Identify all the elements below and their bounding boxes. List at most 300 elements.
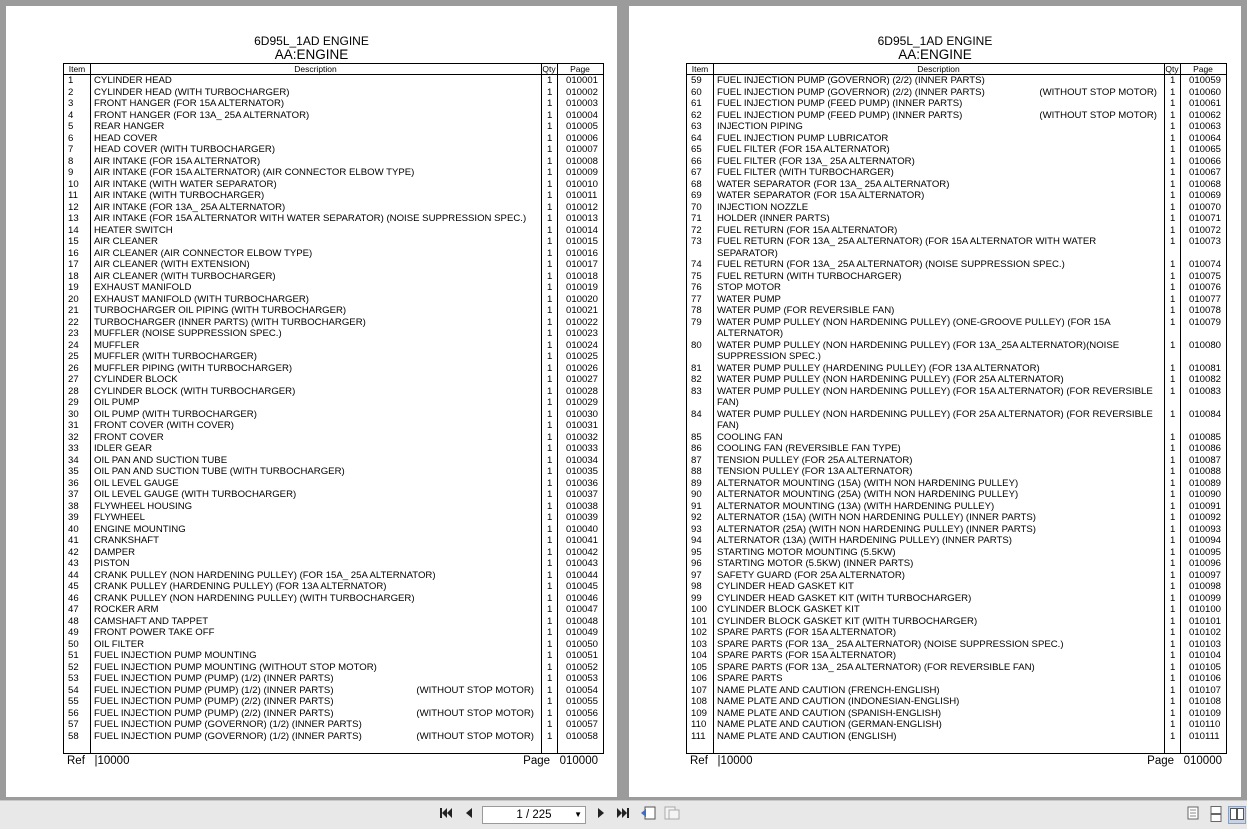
- cell-page[interactable]: 010021: [566, 305, 599, 316]
- table-row: [687, 167, 1226, 179]
- cell-qty: 1: [1170, 224, 1176, 236]
- cell-description-text: ALTERNATOR (25A) (WITH NON HARDENING PULLEY) (INNER PARTS): [717, 523, 1036, 535]
- cell-qty: 1: [547, 431, 553, 443]
- cell-item: 85: [691, 431, 702, 443]
- cell-page[interactable]: 010047: [566, 604, 599, 615]
- cell-page[interactable]: 010079: [1189, 316, 1222, 328]
- cell-item: 32: [68, 431, 79, 443]
- cell-page[interactable]: 010063: [1189, 121, 1222, 132]
- cell-page[interactable]: 010037: [566, 489, 599, 500]
- cell-page[interactable]: 010092: [1189, 512, 1222, 523]
- footer-page-label: Page: [1147, 755, 1175, 767]
- cell-item: 71: [691, 213, 702, 224]
- cell-description: [94, 179, 534, 191]
- cell-description-text: FUEL RETURN (WITH TURBOCHARGER): [717, 270, 902, 282]
- cell-item: 109: [691, 707, 708, 719]
- history-back-icon[interactable]: [639, 806, 657, 824]
- column-header-item: Item: [691, 64, 709, 74]
- cell-item: 44: [68, 569, 79, 581]
- cell-item: 92: [691, 512, 702, 523]
- cell-page[interactable]: 010053: [566, 673, 599, 684]
- cell-page[interactable]: 010010: [566, 178, 599, 190]
- cell-item: 58: [68, 730, 79, 742]
- cell-description-text: OIL PAN AND SUCTION TUBE: [94, 454, 228, 466]
- table-row: [687, 87, 1226, 99]
- cell-qty: 1: [1170, 454, 1176, 466]
- cell-page[interactable]: 010078: [1189, 305, 1222, 316]
- cell-description-text: WATER PUMP PULLEY (NON HARDENING PULLEY) (FOR 25A ALTERNATOR) (FOR REVERSIBLE FAN): [717, 408, 1153, 431]
- table-row: [687, 236, 1226, 259]
- cell-item: 22: [68, 316, 79, 328]
- table-row: [64, 190, 603, 202]
- cell-item: 1: [68, 75, 74, 86]
- table-row: [687, 294, 1226, 306]
- continuous-view-icon[interactable]: [1207, 806, 1225, 824]
- cell-item: 89: [691, 477, 702, 489]
- table-row: [687, 535, 1226, 547]
- cell-qty: 1: [547, 316, 553, 328]
- cell-page[interactable]: 010111: [1189, 730, 1220, 742]
- cell-qty: 1: [547, 684, 553, 696]
- last-page-icon[interactable]: [614, 806, 632, 824]
- cell-description: [94, 351, 534, 363]
- cell-qty: 1: [1170, 259, 1176, 270]
- cell-page[interactable]: 010007: [566, 144, 599, 155]
- cell-description-text: EXHAUST MANIFOLD: [94, 282, 192, 293]
- parts-table: [63, 63, 604, 754]
- cell-qty: 1: [547, 270, 553, 282]
- cell-description-text: NAME PLATE AND CAUTION (SPANISH-ENGLISH): [717, 707, 942, 719]
- cell-description: [94, 478, 534, 490]
- cell-page[interactable]: 010088: [1189, 466, 1222, 477]
- cell-page[interactable]: 010042: [566, 546, 599, 558]
- cell-description-text: MUFFLER (NOISE SUPPRESSION SPEC.): [94, 328, 282, 339]
- table-row: [687, 455, 1226, 467]
- cell-qty: 1: [1170, 443, 1176, 454]
- cell-description-text: FRONT HANGER (FOR 15A ALTERNATOR): [94, 98, 285, 109]
- cell-qty: 1: [547, 408, 553, 420]
- cell-page[interactable]: 010101: [1189, 615, 1222, 627]
- cell-page[interactable]: 010099: [1189, 592, 1222, 604]
- table-row: [64, 650, 603, 662]
- cell-item: 40: [68, 523, 79, 535]
- cell-page[interactable]: 010068: [1189, 178, 1222, 190]
- cell-description: [94, 673, 534, 685]
- cell-item: 91: [691, 500, 702, 512]
- cell-qty: 1: [547, 109, 553, 121]
- cell-description: [94, 616, 534, 628]
- cell-description-text: CYLINDER HEAD: [94, 75, 172, 86]
- cell-item: 39: [68, 512, 79, 523]
- cell-page[interactable]: 010060: [1189, 86, 1222, 98]
- cell-page[interactable]: 010059: [1189, 75, 1222, 86]
- cell-page[interactable]: 010103: [1189, 638, 1222, 650]
- cell-page[interactable]: 010076: [1189, 282, 1222, 293]
- cell-item: 42: [68, 546, 79, 558]
- cell-page[interactable]: 010013: [566, 213, 599, 224]
- table-row: [687, 340, 1226, 363]
- cell-page[interactable]: 010032: [566, 431, 599, 443]
- cell-page[interactable]: 010034: [566, 454, 599, 466]
- table-row: [687, 650, 1226, 662]
- cell-item: 67: [691, 167, 702, 178]
- cell-page[interactable]: 010081: [1189, 362, 1222, 374]
- cell-item: 59: [691, 75, 702, 86]
- cell-description: [717, 512, 1157, 524]
- cell-item: 100: [691, 604, 708, 615]
- table-row: [64, 466, 603, 478]
- cell-description: [717, 604, 1157, 616]
- cell-description: [717, 650, 1157, 662]
- cell-page[interactable]: 010066: [1189, 155, 1222, 167]
- table-row: [687, 144, 1226, 156]
- table-row: [64, 75, 603, 87]
- cell-page[interactable]: 010036: [566, 477, 599, 489]
- cell-qty: 1: [1170, 339, 1176, 351]
- cell-item: 9: [68, 167, 74, 178]
- cell-item: 69: [691, 190, 702, 201]
- cell-page[interactable]: 010002: [566, 86, 599, 98]
- cell-page[interactable]: 010033: [566, 443, 599, 454]
- cell-qty: 1: [1170, 121, 1176, 132]
- cell-page[interactable]: 010062: [1189, 109, 1222, 121]
- cell-page[interactable]: 010049: [566, 627, 599, 638]
- cell-qty: 1: [1170, 719, 1176, 730]
- cell-page[interactable]: 010005: [566, 121, 599, 132]
- cell-qty: 1: [547, 167, 553, 178]
- table-row: [64, 696, 603, 708]
- cell-page[interactable]: 010014: [566, 224, 599, 236]
- cell-page[interactable]: 010003: [566, 98, 599, 109]
- cell-page[interactable]: 010052: [566, 661, 599, 673]
- cell-description-text: EXHAUST MANIFOLD (WITH TURBOCHARGER): [94, 293, 309, 305]
- cell-description: [717, 593, 1157, 605]
- cell-page[interactable]: 010044: [566, 569, 599, 581]
- cell-item: 88: [691, 466, 702, 477]
- cell-description-text: TURBOCHARGER OIL PIPING (WITH TURBOCHARGER): [94, 305, 347, 316]
- cell-page[interactable]: 010074: [1189, 259, 1222, 270]
- footer-ref-label: Ref: [67, 755, 85, 767]
- cell-page[interactable]: 010100: [1189, 604, 1222, 615]
- cell-description: [717, 374, 1157, 386]
- table-row: [64, 317, 603, 329]
- cell-item: 97: [691, 569, 702, 581]
- cell-qty: 1: [1170, 144, 1176, 155]
- cell-description-text: CRANK PULLEY (NON HARDENING PULLEY) (WITH TURBOCHARGER): [94, 592, 415, 604]
- cell-description-text: CYLINDER HEAD (WITH TURBOCHARGER): [94, 86, 290, 98]
- cell-description-text: PISTON: [94, 558, 130, 569]
- cell-page[interactable]: 010045: [566, 581, 599, 592]
- cell-page[interactable]: 010080: [1189, 339, 1222, 351]
- footer-page-value: 010000: [559, 755, 598, 767]
- table-row: [687, 202, 1226, 214]
- cell-page[interactable]: 010016: [566, 247, 599, 259]
- cell-item: 18: [68, 270, 79, 282]
- previous-page-icon[interactable]: [460, 806, 478, 824]
- parts-table-header: [687, 64, 1226, 75]
- cell-page[interactable]: 010093: [1189, 523, 1222, 535]
- cell-description-text: HEAD COVER: [94, 132, 158, 144]
- cell-qty: 1: [1170, 477, 1176, 489]
- cell-qty: 1: [1170, 615, 1176, 627]
- page-number-input[interactable]: [482, 806, 586, 824]
- cell-page[interactable]: 010051: [566, 650, 599, 661]
- cell-description: [717, 558, 1157, 570]
- cell-page[interactable]: 010070: [1189, 201, 1222, 213]
- cell-description: [717, 708, 1157, 720]
- cell-qty: 1: [547, 224, 553, 236]
- cell-item: 26: [68, 362, 79, 374]
- cell-item: 12: [68, 201, 79, 213]
- cell-page[interactable]: 010009: [566, 167, 599, 178]
- cell-page[interactable]: 010073: [1189, 236, 1222, 247]
- table-row: [64, 156, 603, 168]
- page-title-model: 6D95L_1AD ENGINE: [254, 34, 369, 48]
- cell-page[interactable]: 010105: [1189, 661, 1222, 673]
- cell-page[interactable]: 010031: [566, 420, 599, 431]
- table-row: [64, 731, 603, 743]
- cell-page[interactable]: 010069: [1189, 190, 1222, 201]
- cell-item: 106: [691, 673, 708, 684]
- cell-page[interactable]: 010083: [1189, 385, 1222, 397]
- cell-qty: 1: [547, 86, 553, 98]
- cell-item: 2: [68, 86, 74, 98]
- cell-qty: 1: [547, 719, 553, 730]
- cell-page[interactable]: 010048: [566, 615, 599, 627]
- cell-qty: 1: [547, 581, 553, 592]
- cell-qty: 1: [547, 730, 553, 742]
- cell-item: 94: [691, 535, 702, 546]
- cell-item: 98: [691, 581, 702, 592]
- cell-description: [94, 328, 534, 340]
- cell-page[interactable]: 010084: [1189, 408, 1222, 420]
- cell-page[interactable]: 010104: [1189, 650, 1222, 661]
- cell-qty: 1: [1170, 282, 1176, 293]
- cell-page[interactable]: 010035: [566, 466, 599, 477]
- table-row: [687, 627, 1226, 639]
- cell-description: [94, 639, 534, 651]
- next-page-icon[interactable]: [592, 806, 610, 824]
- cell-item: 38: [68, 500, 79, 512]
- cell-page[interactable]: 010058: [566, 730, 599, 742]
- table-row: [64, 478, 603, 490]
- cell-page[interactable]: 010012: [566, 201, 599, 213]
- table-row: [687, 593, 1226, 605]
- cell-page[interactable]: 010075: [1189, 270, 1222, 282]
- cell-page[interactable]: 010030: [566, 408, 599, 420]
- footer-ref-value: |10000: [717, 755, 753, 767]
- facing-pages-view-icon[interactable]: [1228, 806, 1246, 824]
- cell-description: [717, 662, 1157, 674]
- cell-description: [94, 420, 534, 432]
- cell-page[interactable]: 010097: [1189, 569, 1222, 581]
- cell-description-text: ALTERNATOR MOUNTING (13A) (WITH HARDENING PULLEY): [717, 500, 995, 512]
- table-row: [64, 328, 603, 340]
- cell-item: 55: [68, 696, 79, 707]
- cell-description-text: CYLINDER BLOCK GASKET KIT (WITH TURBOCHARGER): [717, 615, 978, 627]
- cell-page[interactable]: 010039: [566, 512, 599, 523]
- table-row: [64, 501, 603, 513]
- history-forward-icon[interactable]: [663, 806, 681, 824]
- cell-description-text: IDLER GEAR: [94, 443, 153, 454]
- cell-description-text: WATER PUMP (FOR REVERSIBLE FAN): [717, 305, 895, 316]
- cell-description: [717, 213, 1157, 225]
- cell-page[interactable]: 010064: [1189, 132, 1222, 144]
- cell-page[interactable]: 010029: [566, 397, 599, 408]
- cell-qty: 1: [547, 282, 553, 293]
- cell-page[interactable]: 010054: [566, 684, 599, 696]
- table-row: [64, 558, 603, 570]
- cell-page[interactable]: 010018: [566, 270, 599, 282]
- cell-description-text: AIR INTAKE (WITH TURBOCHARGER): [94, 190, 265, 201]
- table-row: [64, 443, 603, 455]
- cell-page[interactable]: 010040: [566, 523, 599, 535]
- cell-page[interactable]: 010025: [566, 351, 599, 362]
- cell-description: [717, 167, 1157, 179]
- cell-description: [94, 489, 534, 501]
- cell-description-text: REAR HANGER: [94, 121, 165, 132]
- cell-page[interactable]: 010028: [566, 385, 599, 397]
- cell-page[interactable]: 010082: [1189, 374, 1222, 385]
- cell-qty: 1: [547, 121, 553, 132]
- cell-page[interactable]: 010057: [566, 719, 599, 730]
- cell-page[interactable]: 010020: [566, 293, 599, 305]
- cell-item: 5: [68, 121, 74, 132]
- cell-page[interactable]: 010086: [1189, 443, 1222, 454]
- cell-page[interactable]: 010110: [1189, 719, 1221, 730]
- table-row: [64, 121, 603, 133]
- cell-description-text: OIL LEVEL GAUGE (WITH TURBOCHARGER): [94, 489, 297, 500]
- cell-item: 107: [691, 684, 708, 696]
- cell-qty: 1: [1170, 201, 1176, 213]
- cell-page[interactable]: 010001: [566, 75, 599, 86]
- cell-description: [717, 363, 1157, 375]
- cell-page[interactable]: 010050: [566, 638, 599, 650]
- cell-page[interactable]: 010017: [566, 259, 599, 270]
- cell-page[interactable]: 010041: [566, 535, 599, 546]
- cell-page[interactable]: 010096: [1189, 558, 1222, 569]
- cell-item: 37: [68, 489, 79, 500]
- cell-qty: 1: [1170, 500, 1176, 512]
- cell-page[interactable]: 010107: [1189, 684, 1222, 696]
- cell-qty: 1: [547, 305, 553, 316]
- cell-page[interactable]: 010067: [1189, 167, 1222, 178]
- cell-page[interactable]: 010094: [1189, 535, 1222, 546]
- cell-page[interactable]: 010008: [566, 155, 599, 167]
- cell-qty: 1: [1170, 155, 1176, 167]
- cell-page[interactable]: 010027: [566, 374, 599, 385]
- cell-page[interactable]: 010072: [1189, 224, 1222, 236]
- single-page-view-icon[interactable]: [1184, 806, 1202, 824]
- cell-description-note: (WITHOUT STOP MOTOR): [416, 730, 534, 742]
- cell-page[interactable]: 010065: [1189, 144, 1222, 155]
- cell-page[interactable]: 010087: [1189, 454, 1222, 466]
- cell-qty: 1: [1170, 190, 1176, 201]
- cell-page[interactable]: 010006: [566, 132, 599, 144]
- cell-description-text: TENSION PULLEY (FOR 25A ALTERNATOR): [717, 454, 913, 466]
- table-row: [687, 616, 1226, 628]
- cell-page[interactable]: 010091: [1189, 500, 1222, 512]
- cell-page[interactable]: 010022: [566, 316, 599, 328]
- cell-qty: 1: [547, 339, 553, 351]
- cell-qty: 1: [1170, 581, 1176, 592]
- table-row: [687, 156, 1226, 168]
- cell-page[interactable]: 010089: [1189, 477, 1222, 489]
- cell-page[interactable]: 010071: [1189, 213, 1222, 224]
- cell-description: [717, 386, 1157, 409]
- cell-qty: 1: [547, 627, 553, 638]
- chevron-down-icon[interactable]: ▼: [574, 810, 582, 819]
- cell-qty: 1: [547, 443, 553, 454]
- cell-page[interactable]: 010026: [566, 362, 599, 374]
- cell-item: 70: [691, 201, 702, 213]
- cell-page[interactable]: 010098: [1189, 581, 1222, 592]
- cell-page[interactable]: 010106: [1189, 673, 1222, 684]
- cell-qty: 1: [547, 535, 553, 546]
- cell-page[interactable]: 010055: [566, 696, 599, 707]
- cell-description: [94, 581, 534, 593]
- cell-description-text: TENSION PULLEY (FOR 13A ALTERNATOR): [717, 466, 913, 477]
- cell-page[interactable]: 010108: [1189, 696, 1222, 707]
- table-row: [687, 696, 1226, 708]
- table-row: [687, 524, 1226, 536]
- cell-page[interactable]: 010077: [1189, 293, 1222, 305]
- cell-page[interactable]: 010023: [566, 328, 599, 339]
- footer-page-value: 010000: [1183, 755, 1222, 767]
- cell-page[interactable]: 010038: [566, 500, 599, 512]
- cell-page[interactable]: 010024: [566, 339, 599, 351]
- table-row: [64, 627, 603, 639]
- cell-item: 24: [68, 339, 79, 351]
- cell-page[interactable]: 010056: [566, 707, 599, 719]
- cell-item: 51: [68, 650, 79, 661]
- cell-description: [94, 236, 534, 248]
- cell-item: 65: [691, 144, 702, 155]
- cell-description-text: CYLINDER BLOCK (WITH TURBOCHARGER): [94, 385, 296, 397]
- cell-item: 61: [691, 98, 702, 109]
- cell-page[interactable]: 010046: [566, 592, 599, 604]
- cell-page[interactable]: 010102: [1189, 627, 1222, 638]
- cell-item: 23: [68, 328, 79, 339]
- cell-qty: 1: [1170, 650, 1176, 661]
- cell-page[interactable]: 010061: [1189, 98, 1222, 109]
- table-row: [64, 305, 603, 317]
- cell-description-note: (WITHOUT STOP MOTOR): [1039, 109, 1157, 121]
- cell-page[interactable]: 010011: [566, 190, 598, 201]
- first-page-icon[interactable]: [437, 806, 455, 824]
- cell-item: 54: [68, 684, 79, 696]
- cell-page[interactable]: 010090: [1189, 489, 1222, 500]
- cell-page[interactable]: 010109: [1189, 707, 1222, 719]
- table-row: [64, 259, 603, 271]
- cell-page[interactable]: 010043: [566, 558, 599, 569]
- cell-item: 60: [691, 86, 702, 98]
- table-row: [687, 133, 1226, 145]
- cell-page[interactable]: 010095: [1189, 546, 1222, 558]
- cell-item: 102: [691, 627, 708, 638]
- cell-qty: 1: [1170, 362, 1176, 374]
- table-row: [64, 236, 603, 248]
- cell-description: [94, 696, 534, 708]
- cell-item: 20: [68, 293, 79, 305]
- cell-page[interactable]: 010015: [566, 236, 599, 247]
- cell-description: [94, 512, 534, 524]
- cell-page[interactable]: 010019: [566, 282, 599, 293]
- cell-description-text: AIR INTAKE (WITH WATER SEPARATOR): [94, 178, 277, 190]
- cell-page[interactable]: 010004: [566, 109, 599, 121]
- cell-description: [94, 374, 534, 386]
- cell-page[interactable]: 010085: [1189, 431, 1222, 443]
